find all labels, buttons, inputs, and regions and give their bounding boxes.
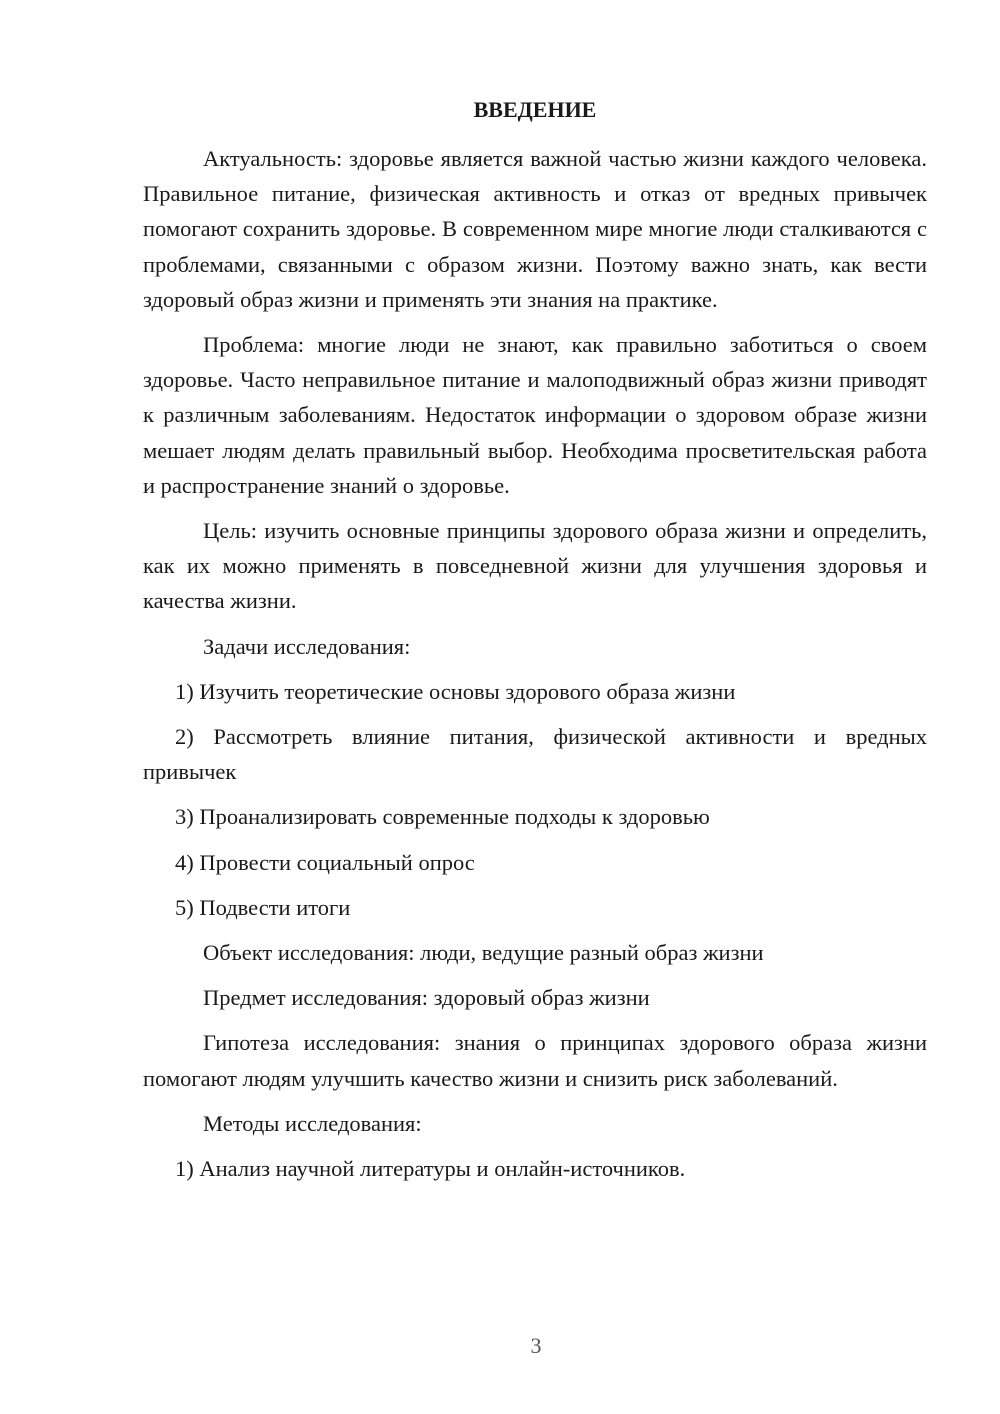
page-number: 3 — [530, 1333, 542, 1358]
task-item-3: 3) Проанализировать современные подходы к здоровью — [175, 804, 710, 830]
research-object: Объект исследования: люди, ведущие разный образ жизни — [203, 940, 764, 966]
task-item-2: 2) Рассмотреть влияние питания, физической активности и вредных привычек — [143, 724, 927, 785]
methods-heading: Методы исследования: — [203, 1110, 422, 1136]
method-item-1: 1) Анализ научной литературы и онлайн-источников. — [175, 1156, 686, 1182]
goal-paragraph: Цель: изучить основные принципы здорового образа жизни и определить, как их можно применять в повседневной жизни для улучшения здоровья и качества жизни. — [143, 518, 927, 614]
task-item-5: 5) Подвести итоги — [175, 894, 351, 920]
page-title: ВВЕДЕНИЕ — [473, 97, 597, 122]
research-subject: Предмет исследования: здоровый образ жизни — [203, 985, 650, 1011]
tasks-heading: Задачи исследования: — [203, 633, 411, 659]
problem-paragraph: Проблема: многие люди не знают, как правильно заботиться о своем здоровье. Часто неправильное питание и малоподвижный образ жизни приводят к различным заболеваниям. Недостаток информации о здоровом образе жизни мешает людям делать правильный выбор. Необходима просветительская работа и распространение знаний о здоровье. — [143, 332, 927, 498]
page-content — [143, 92, 927, 1196]
hypothesis-paragraph: Гипотеза исследования: знания о принципах здорового образа жизни помогают людям улучшить качество жизни и снизить риск заболеваний. — [143, 1030, 927, 1091]
task-item-1: 1) Изучить теоретические основы здорового образа жизни — [175, 678, 736, 704]
relevance-paragraph: Актуальность: здоровье является важной частью жизни каждого человека. Правильное питание, физическая активность и отказ от вредных привычек помогают сохранить здоровье. В современном мире многие люди сталкиваются с проблемами, связанными с образом жизни. Поэтому важно знать, как вести здоровый образ жизни и применять эти знания на практике. — [143, 146, 927, 312]
task-item-4: 4) Провести социальный опрос — [175, 849, 475, 875]
